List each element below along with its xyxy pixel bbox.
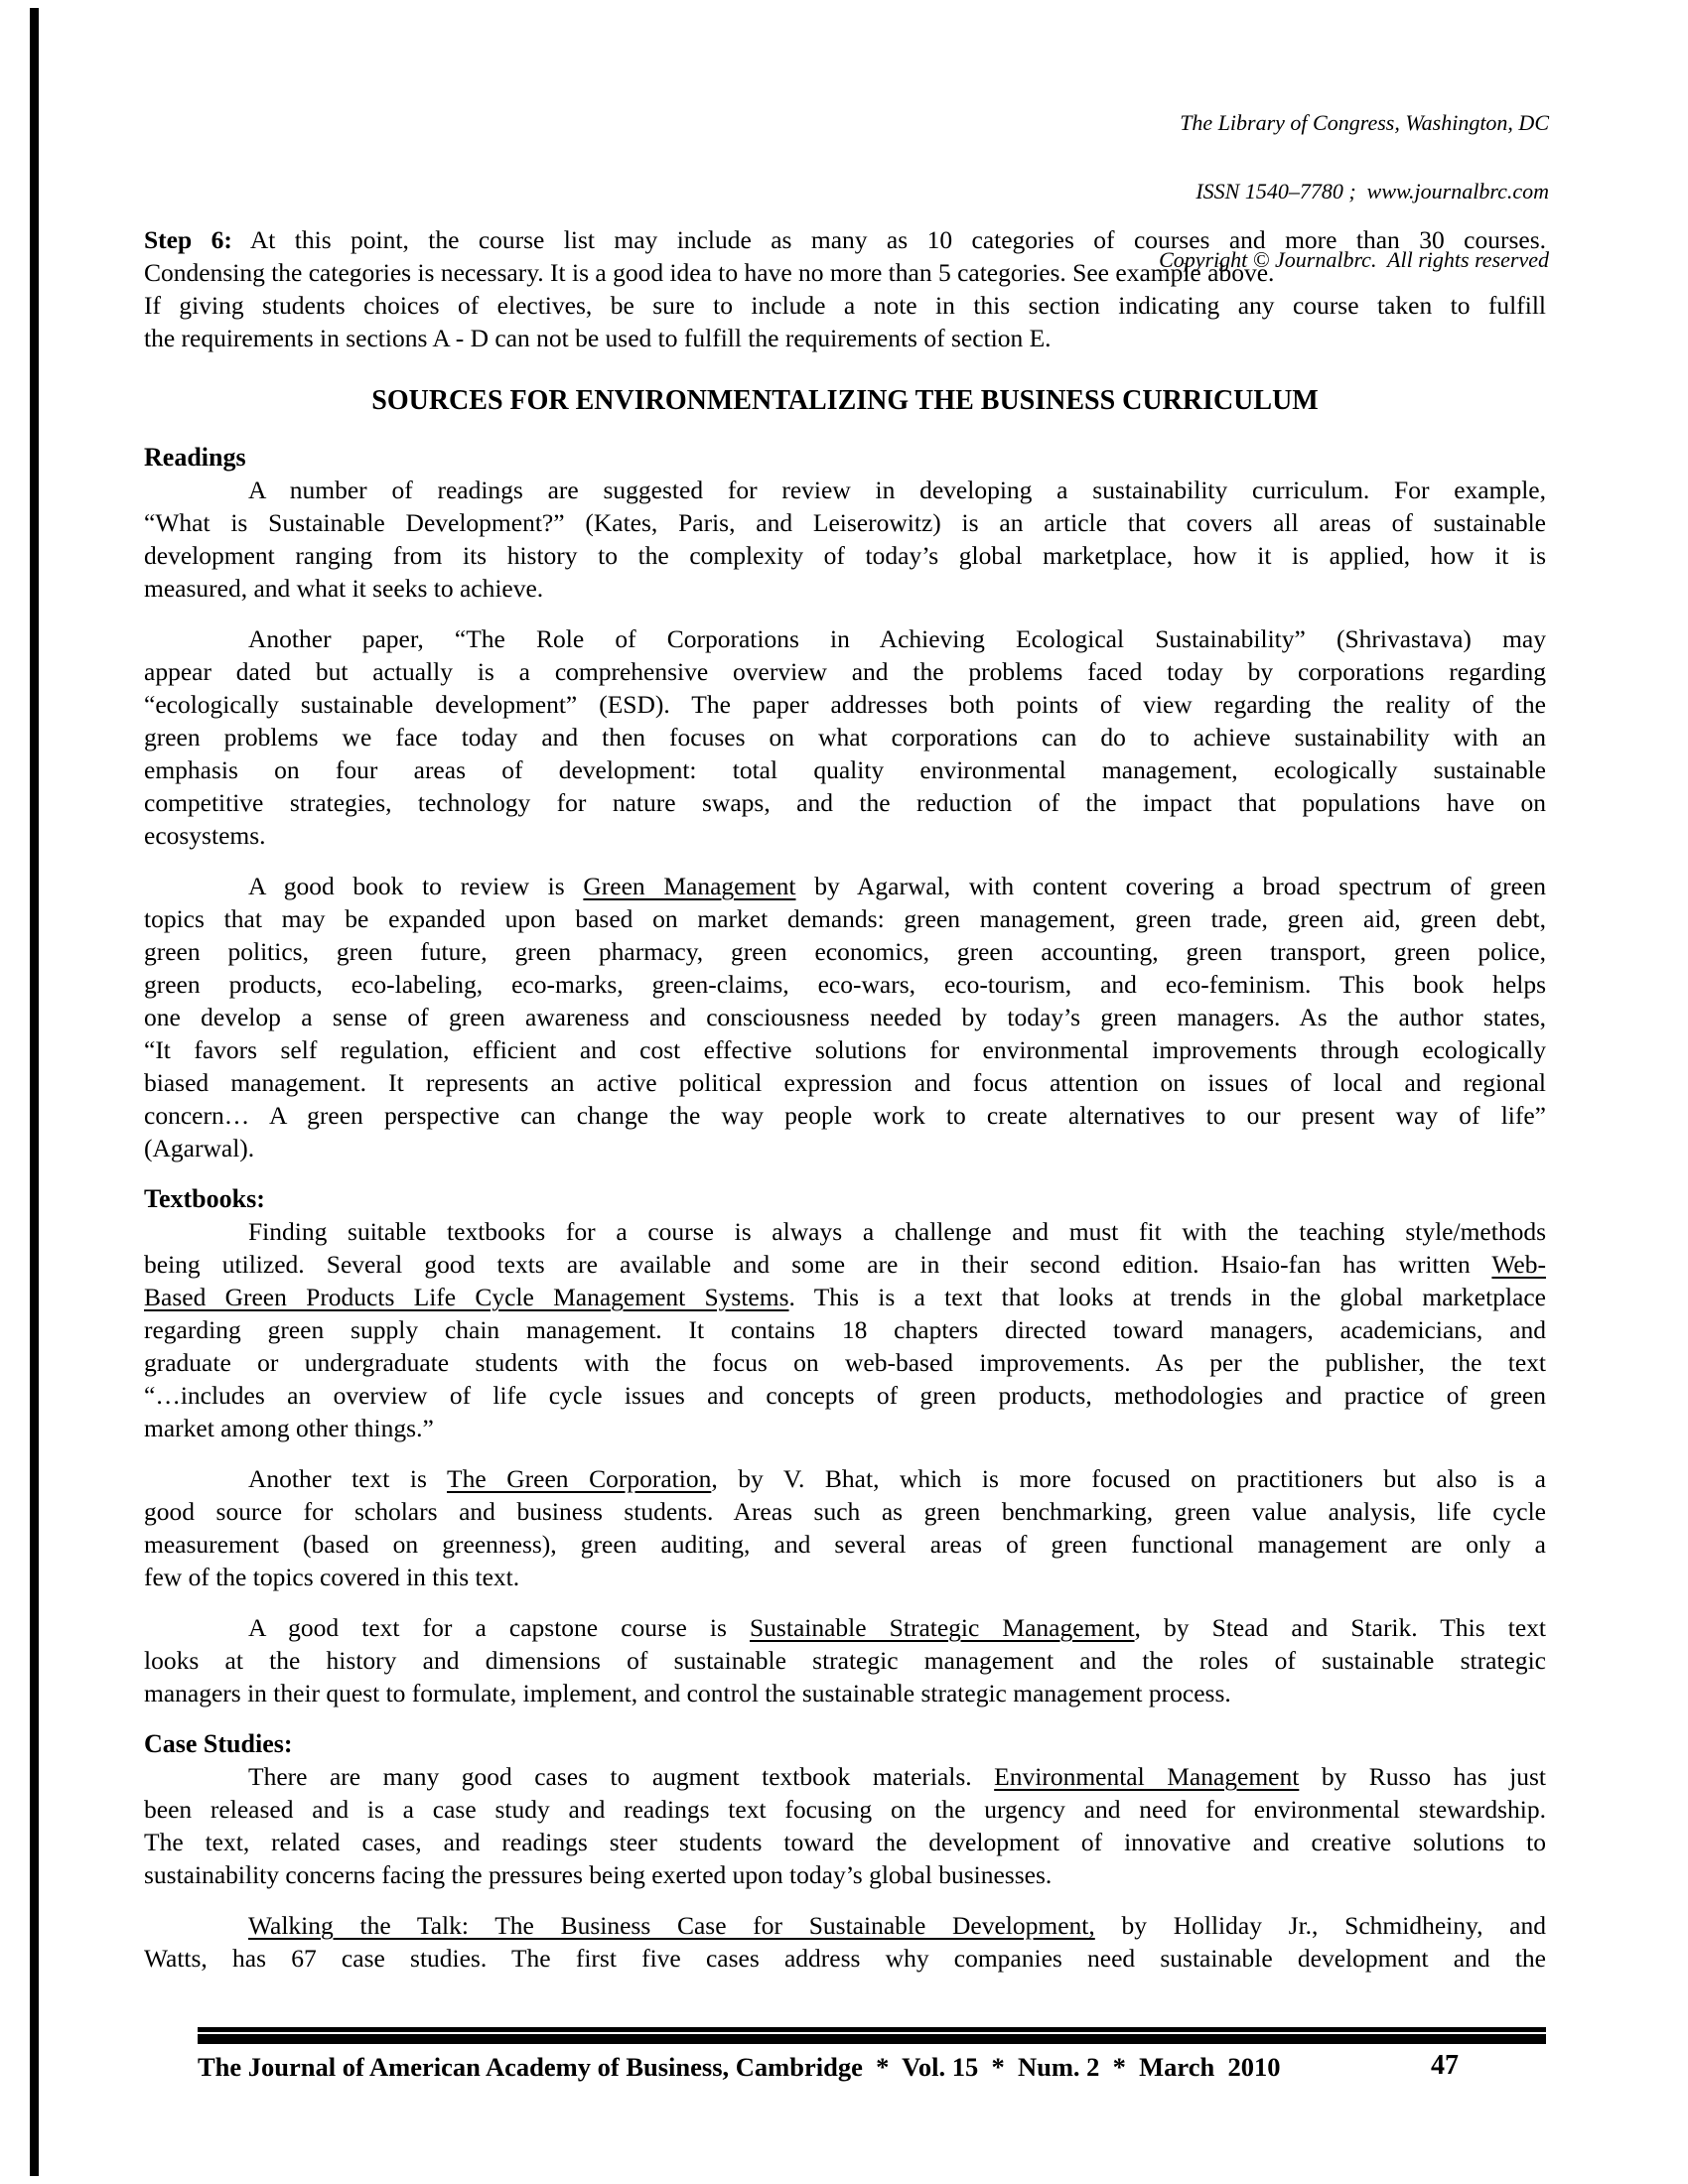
textbooks-paragraph-2: Another text is The Green Corporation, by V. Bhat, which is more focused on practitioners but also is a good source for scholars and business students. Areas such as green benchmarking, green value analysis, life cycle measurement (based on greenness), green auditing, and several areas of green functional management are only a few of the topics covered in this text.: [144, 1464, 1546, 1591]
readings-paragraph-2: Another paper, “The Role of Corporations in Achieving Ecological Sustainability” (Shrivastava) may appear dated but actually is a comprehensive overview and the problems faced today by corporations regarding “ecologically sustainable development” (ESD). The paper addresses both points of view regarding the reality of the green problems we face today and then focuses on what corporations can do to achieve sustainability with an emphasis on four areas of development: total quality environmental management, ecologically sustainable competitive strategies, technology for nature swaps, and the reduction of the impact that populations have on ecosystems.: [144, 624, 1546, 850]
case-studies-paragraph-2: Walking the Talk: The Business Case for Sustainable Development, by Holliday Jr., Schmidheiny, and Watts, has 67 case studies. The first five cases address why companies need sustainable development and the: [144, 1911, 1546, 1973]
readings-paragraph-1: A number of readings are suggested for review in developing a sustainability curriculum. For example, “What is Sustainable Development?” (Kates, Paris, and Leiserowitz) is an article that covers all areas of sustainable development ranging from its history to the complexity of today’s global marketplace, how it is applied, how it is measured, and what it seeks to achieve.: [144, 476, 1546, 603]
case-studies-heading: Case Studies:: [144, 1729, 293, 1758]
header-line-issn: ISSN 1540–7780 ; www.journalbrc.com: [1196, 179, 1549, 204]
readings-heading: Readings: [144, 443, 246, 472]
section-title: SOURCES FOR ENVIRONMENTALIZING THE BUSINESS CURRICULUM: [371, 385, 1319, 416]
footer-rule-thin: [198, 2027, 1546, 2032]
page-number: 47: [1431, 2050, 1459, 2081]
footer-journal-line: The Journal of American Academy of Business, Cambridge * Vol. 15 * Num. 2 * March 2010: [198, 2052, 1281, 2082]
header-line-copyright: Copyright © Journalbrc. All rights reserved: [1159, 247, 1549, 272]
case-studies-paragraph-1: There are many good cases to augment textbook materials. Environmental Management by Russo has just been released and is a case study and readings text focusing on the urgency and need for environmental stewardship. The text, related cases, and readings steer students toward the development of innovative and creative solutions to sustainability concerns facing the pressures being exerted upon today’s global businesses.: [144, 1762, 1546, 1889]
step6-electives-note: If giving students choices of electives, be sure to include a note in this section indicating any course taken to fulfill the requirements in sections A - D can not be used to fulfill the requirements of section E.: [144, 291, 1546, 352]
textbooks-paragraph-1: Finding suitable textbooks for a course is always a challenge and must fit with the teaching style/methods being utilized. Several good texts are available and some are in their second edition. Hsaio-fan has written Web- Based Green Products Life Cycle Management Systems. This is a text that looks at trends in the global marketplace regarding green supply chain management. It contains 18 chapters directed toward managers, academicians, and graduate or undergraduate students with the focus on web-based improvements. As per the publisher, the text “…includes an overview of life cycle issues and concepts of green products, methodologies and practice of green market among other things.”: [144, 1217, 1546, 1442]
textbooks-paragraph-3: A good text for a capstone course is Sustainable Strategic Management, by Stead and Starik. This text looks at the history and dimensions of sustainable strategic management and the roles of sustainable strategic managers in their quest to formulate, implement, and control the sustainable strategic management process.: [144, 1613, 1546, 1707]
header-line-library: The Library of Congress, Washington, DC: [1180, 110, 1549, 135]
document-body: [144, 223, 1546, 1992]
footer-rule-thick: [198, 2034, 1546, 2044]
textbooks-heading: Textbooks:: [144, 1184, 265, 1213]
step6-paragraph: Step 6: At this point, the course list may include as many as 10 categories of courses and more than 30 courses. Condensing the categories is necessary. It is a good idea to have no more than 5 categories. See example above.: [144, 225, 1546, 287]
readings-paragraph-3: A good book to review is Green Management by Agarwal, with content covering a broad spectrum of green topics that may be expanded upon based on market demands: green management, green trade, green aid, green debt, green politics, green future, green pharmacy, green economics, green accounting, green transport, green police, green products, eco-labeling, eco-marks, green-claims, eco-wars, eco-tourism, and eco-feminism. This book helps one develop a sense of green awareness and consciousness needed by today’s green managers. As the author states, “It favors self regulation, efficient and cost effective solutions for environmental improvements through ecologically biased management. It represents an active political expression and focus attention on issues of local and regional concern… A green perspective can change the way people work to create alternatives to our present way of life” (Agarwal).: [144, 872, 1546, 1162]
scan-edge-artifact: [30, 8, 39, 2176]
